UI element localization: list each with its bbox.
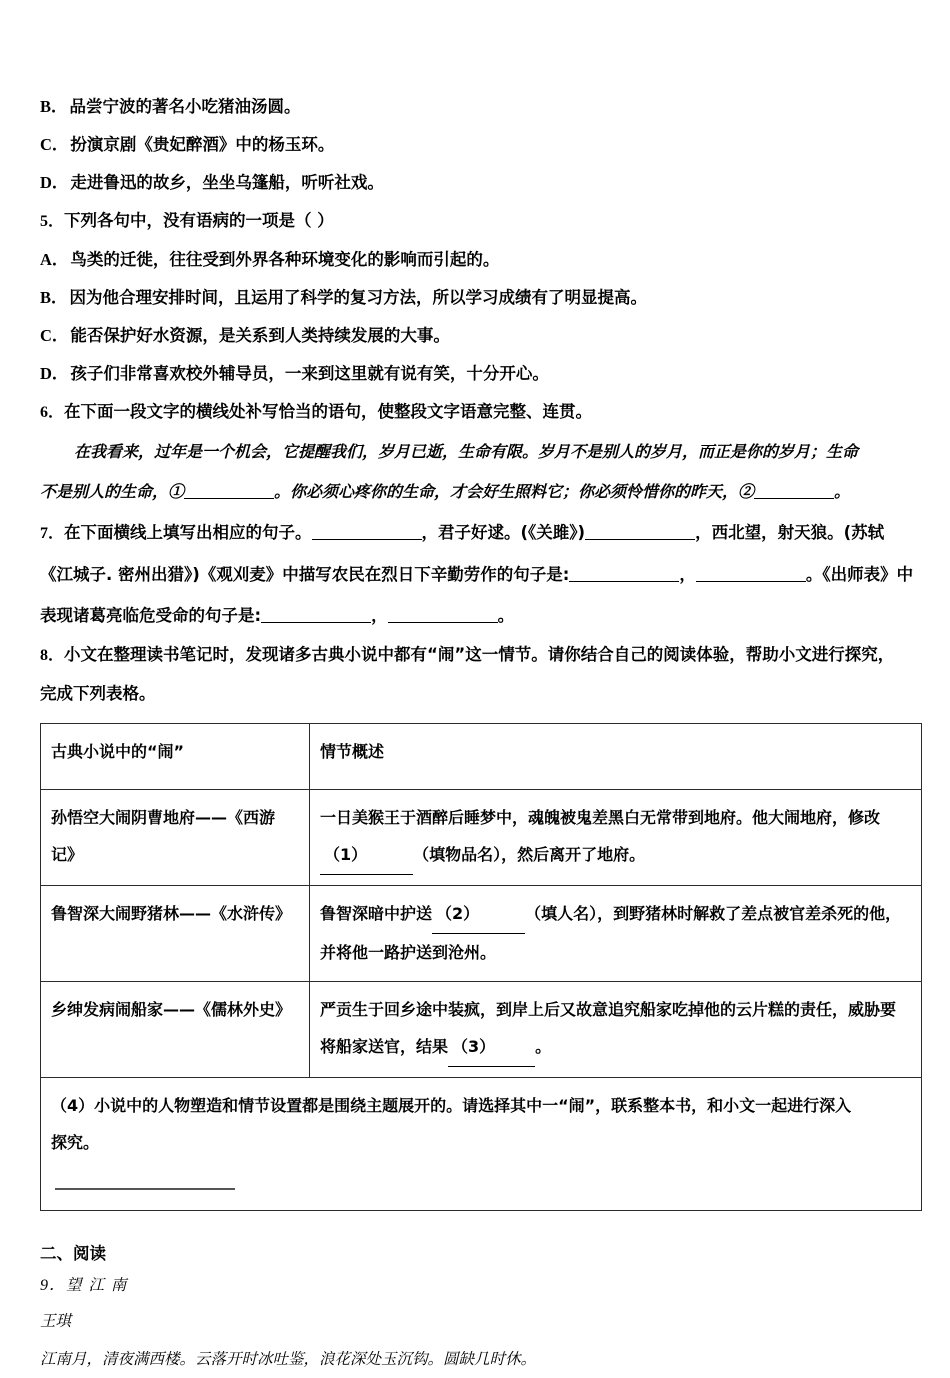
- question-5-choice-d: [40, 355, 912, 393]
- choice-text: 能否保护好水资源，是关系到人类持续发展的大事。: [70, 326, 450, 345]
- answer-blank-table-3[interactable]: [448, 1028, 535, 1067]
- question-5-choice-a: [40, 241, 912, 279]
- question-6-stem: [40, 393, 912, 432]
- summary-cell: [310, 790, 922, 886]
- choice-label: C．: [40, 135, 69, 154]
- q7-seg6: 。《出师表》中: [805, 565, 914, 584]
- novel-cell: 鲁智深大闹野猪林——《水浒传》: [41, 886, 310, 982]
- q7-seg2: ，君子好逑。(《关雎》): [421, 523, 586, 542]
- question-6-passage-line-1: [40, 432, 912, 472]
- choice-b-prev: [40, 88, 912, 126]
- summary-text-c: 。: [535, 1037, 552, 1056]
- question-5-choice-b: [40, 279, 912, 317]
- question-stem-text: 下列各句中，没有语病的一项是（ ）: [64, 211, 334, 230]
- blank-label: （2）: [436, 904, 480, 923]
- answer-blank-6[interactable]: [696, 566, 806, 582]
- poem-title-text: 望 江 南: [66, 1276, 128, 1294]
- question-7-line-1: [40, 512, 912, 554]
- answer-blank-table-2[interactable]: [432, 895, 525, 934]
- question-number: 7．: [40, 525, 65, 542]
- question-6-passage-line-2: [40, 472, 912, 512]
- novel-cell: 乡绅发病闹船家——《儒林外史》: [41, 982, 310, 1078]
- answer-blank-2[interactable]: [754, 483, 834, 499]
- choice-text: 鸟类的迁徙，往往受到外界各种环境变化的影响而引起的。: [70, 250, 500, 269]
- question-9-title: [40, 1269, 912, 1302]
- table-header-summary: 情节概述: [310, 724, 922, 790]
- choice-label: C．: [40, 326, 69, 345]
- answer-blank-7[interactable]: [261, 607, 371, 623]
- q7-seg4: 《江城子. 密州出猎》)《观刈麦》中描写农民在烈日下辛勤劳作的句子是:: [40, 565, 570, 584]
- passage-text-c: 。: [834, 482, 851, 501]
- question-number: 5．: [40, 213, 65, 230]
- summary-cell: [310, 886, 922, 982]
- table-header-row: [41, 724, 922, 790]
- question-7-line-2: [40, 554, 912, 595]
- summary-text-c: 他，并将他一路护送到沧州。: [320, 904, 902, 962]
- q7-seg5: ，: [679, 565, 696, 584]
- table-row: [41, 886, 922, 982]
- question-stem-text: 小文在整理读书笔记时，发现诸多古典小说中都有“闹”这一情节。请你结合自己的阅读体验，帮助小文进行探究，: [64, 645, 895, 664]
- table-row: [41, 982, 922, 1078]
- choice-text: 因为他合理安排时间，且运用了科学的复习方法，所以学习成绩有了明显提高。: [69, 288, 648, 307]
- novel-nao-table: [40, 723, 922, 1211]
- passage-text-a: 不是别人的生命，①: [40, 482, 185, 501]
- passage-text-b: 。你必须心疼你的生命，才会好生照料它；你必须怜惜你的昨天，②: [274, 482, 755, 501]
- summary-cell: [310, 982, 922, 1078]
- summary-text-b: （填物品名），然后离开了地府。: [413, 845, 646, 864]
- table-header-novel: 古典小说中的“闹”: [41, 724, 310, 790]
- summary-text-a: 一日美猴王于酒醉后睡梦中，魂魄被鬼差黑白无常带到地府。他大闹地府，修改: [320, 808, 881, 827]
- table-row: [41, 790, 922, 886]
- choice-label: B．: [40, 288, 68, 307]
- choice-d-prev: [40, 164, 912, 202]
- question-8-stem-line-2: [40, 675, 912, 713]
- summary-text-a: 鲁智深暗中护送: [320, 904, 433, 923]
- choice-c-prev: [40, 126, 912, 164]
- q7-seg3: ，西北望，射天狼。(苏轼: [695, 523, 885, 542]
- final-question-line-1: （4）小说中的人物塑造和情节设置都是围绕主题展开的。请选择其中一“闹”，联系整本书，和小文一起进行深入: [51, 1096, 852, 1115]
- answer-blank-final[interactable]: [55, 1187, 235, 1190]
- choice-text: 走进鲁迅的故乡，坐坐乌篷船，听听社戏。: [70, 173, 384, 192]
- summary-text-b: 要将船家送官，结果: [320, 1000, 897, 1056]
- question-7-line-3: [40, 595, 912, 636]
- page-content: [40, 88, 912, 1378]
- question-8-stem-line-1: [40, 636, 912, 675]
- choice-text: 品尝宁波的著名小吃猪油汤圆。: [69, 97, 301, 116]
- summary-text-a: 严贡生于回乡途中装疯，到岸上后又故意追究船家吃掉他的云片糕的责任，威胁: [320, 1000, 881, 1019]
- answer-blank-8[interactable]: [388, 607, 498, 623]
- answer-blank-3[interactable]: [312, 524, 422, 540]
- answer-blank-4[interactable]: [585, 524, 695, 540]
- summary-text-b: （填人名），到野猪林时解救了差点被官差杀死的: [525, 904, 870, 923]
- final-question-cell: [41, 1078, 922, 1211]
- q7-seg7: 表现诸葛亮临危受命的句子是:: [40, 606, 262, 625]
- table-final-row: [41, 1078, 922, 1211]
- q7-seg8: ，: [371, 606, 388, 625]
- blank-label: （1）: [324, 845, 368, 864]
- question-stem-text-2: 完成下列表格。: [40, 684, 156, 703]
- choice-label: B．: [40, 97, 68, 116]
- poem-body: 江南月，清夜满西楼。云落开时冰吐鉴，浪花深处玉沉钩。圆缺几时休。: [40, 1350, 537, 1368]
- question-number: 9．: [40, 1277, 67, 1294]
- choice-label: D．: [40, 173, 69, 192]
- question-stem-text: 在下面一段文字的横线处补写恰当的语句，使整段文字语意完整、连贯。: [64, 402, 593, 421]
- choice-text: 孩子们非常喜欢校外辅导员，一来到这里就有说有笑，十分开心。: [70, 364, 549, 383]
- section-two-heading: 二、阅读: [40, 1244, 106, 1263]
- answer-blank-5[interactable]: [569, 566, 679, 582]
- answer-blank-1[interactable]: [184, 483, 274, 499]
- question-5-choice-c: [40, 317, 912, 355]
- question-5-stem: [40, 202, 912, 241]
- poem-author: 王琪: [40, 1312, 72, 1330]
- question-number: 6．: [40, 404, 65, 421]
- final-question-line-2: 探究。: [51, 1133, 100, 1152]
- question-number: 8．: [40, 647, 65, 664]
- answer-blank-table-1[interactable]: [320, 836, 413, 875]
- q7-seg1: 在下面横线上填写出相应的句子。: [64, 523, 312, 542]
- choice-label: A．: [40, 250, 69, 269]
- choice-text: 扮演京剧《贵妃醉酒》中的杨玉环。: [70, 135, 335, 154]
- passage-text: 在我看来，过年是一个机会，它提醒我们，岁月已逝，生命有限。岁月不是别人的岁月，而正是你的岁月；生命: [74, 442, 859, 461]
- blank-label: （3）: [452, 1037, 496, 1056]
- novel-cell: 孙悟空大闹阴曹地府——《西游记》: [41, 790, 310, 886]
- choice-label: D．: [40, 364, 69, 383]
- q7-seg9: 。: [497, 606, 515, 625]
